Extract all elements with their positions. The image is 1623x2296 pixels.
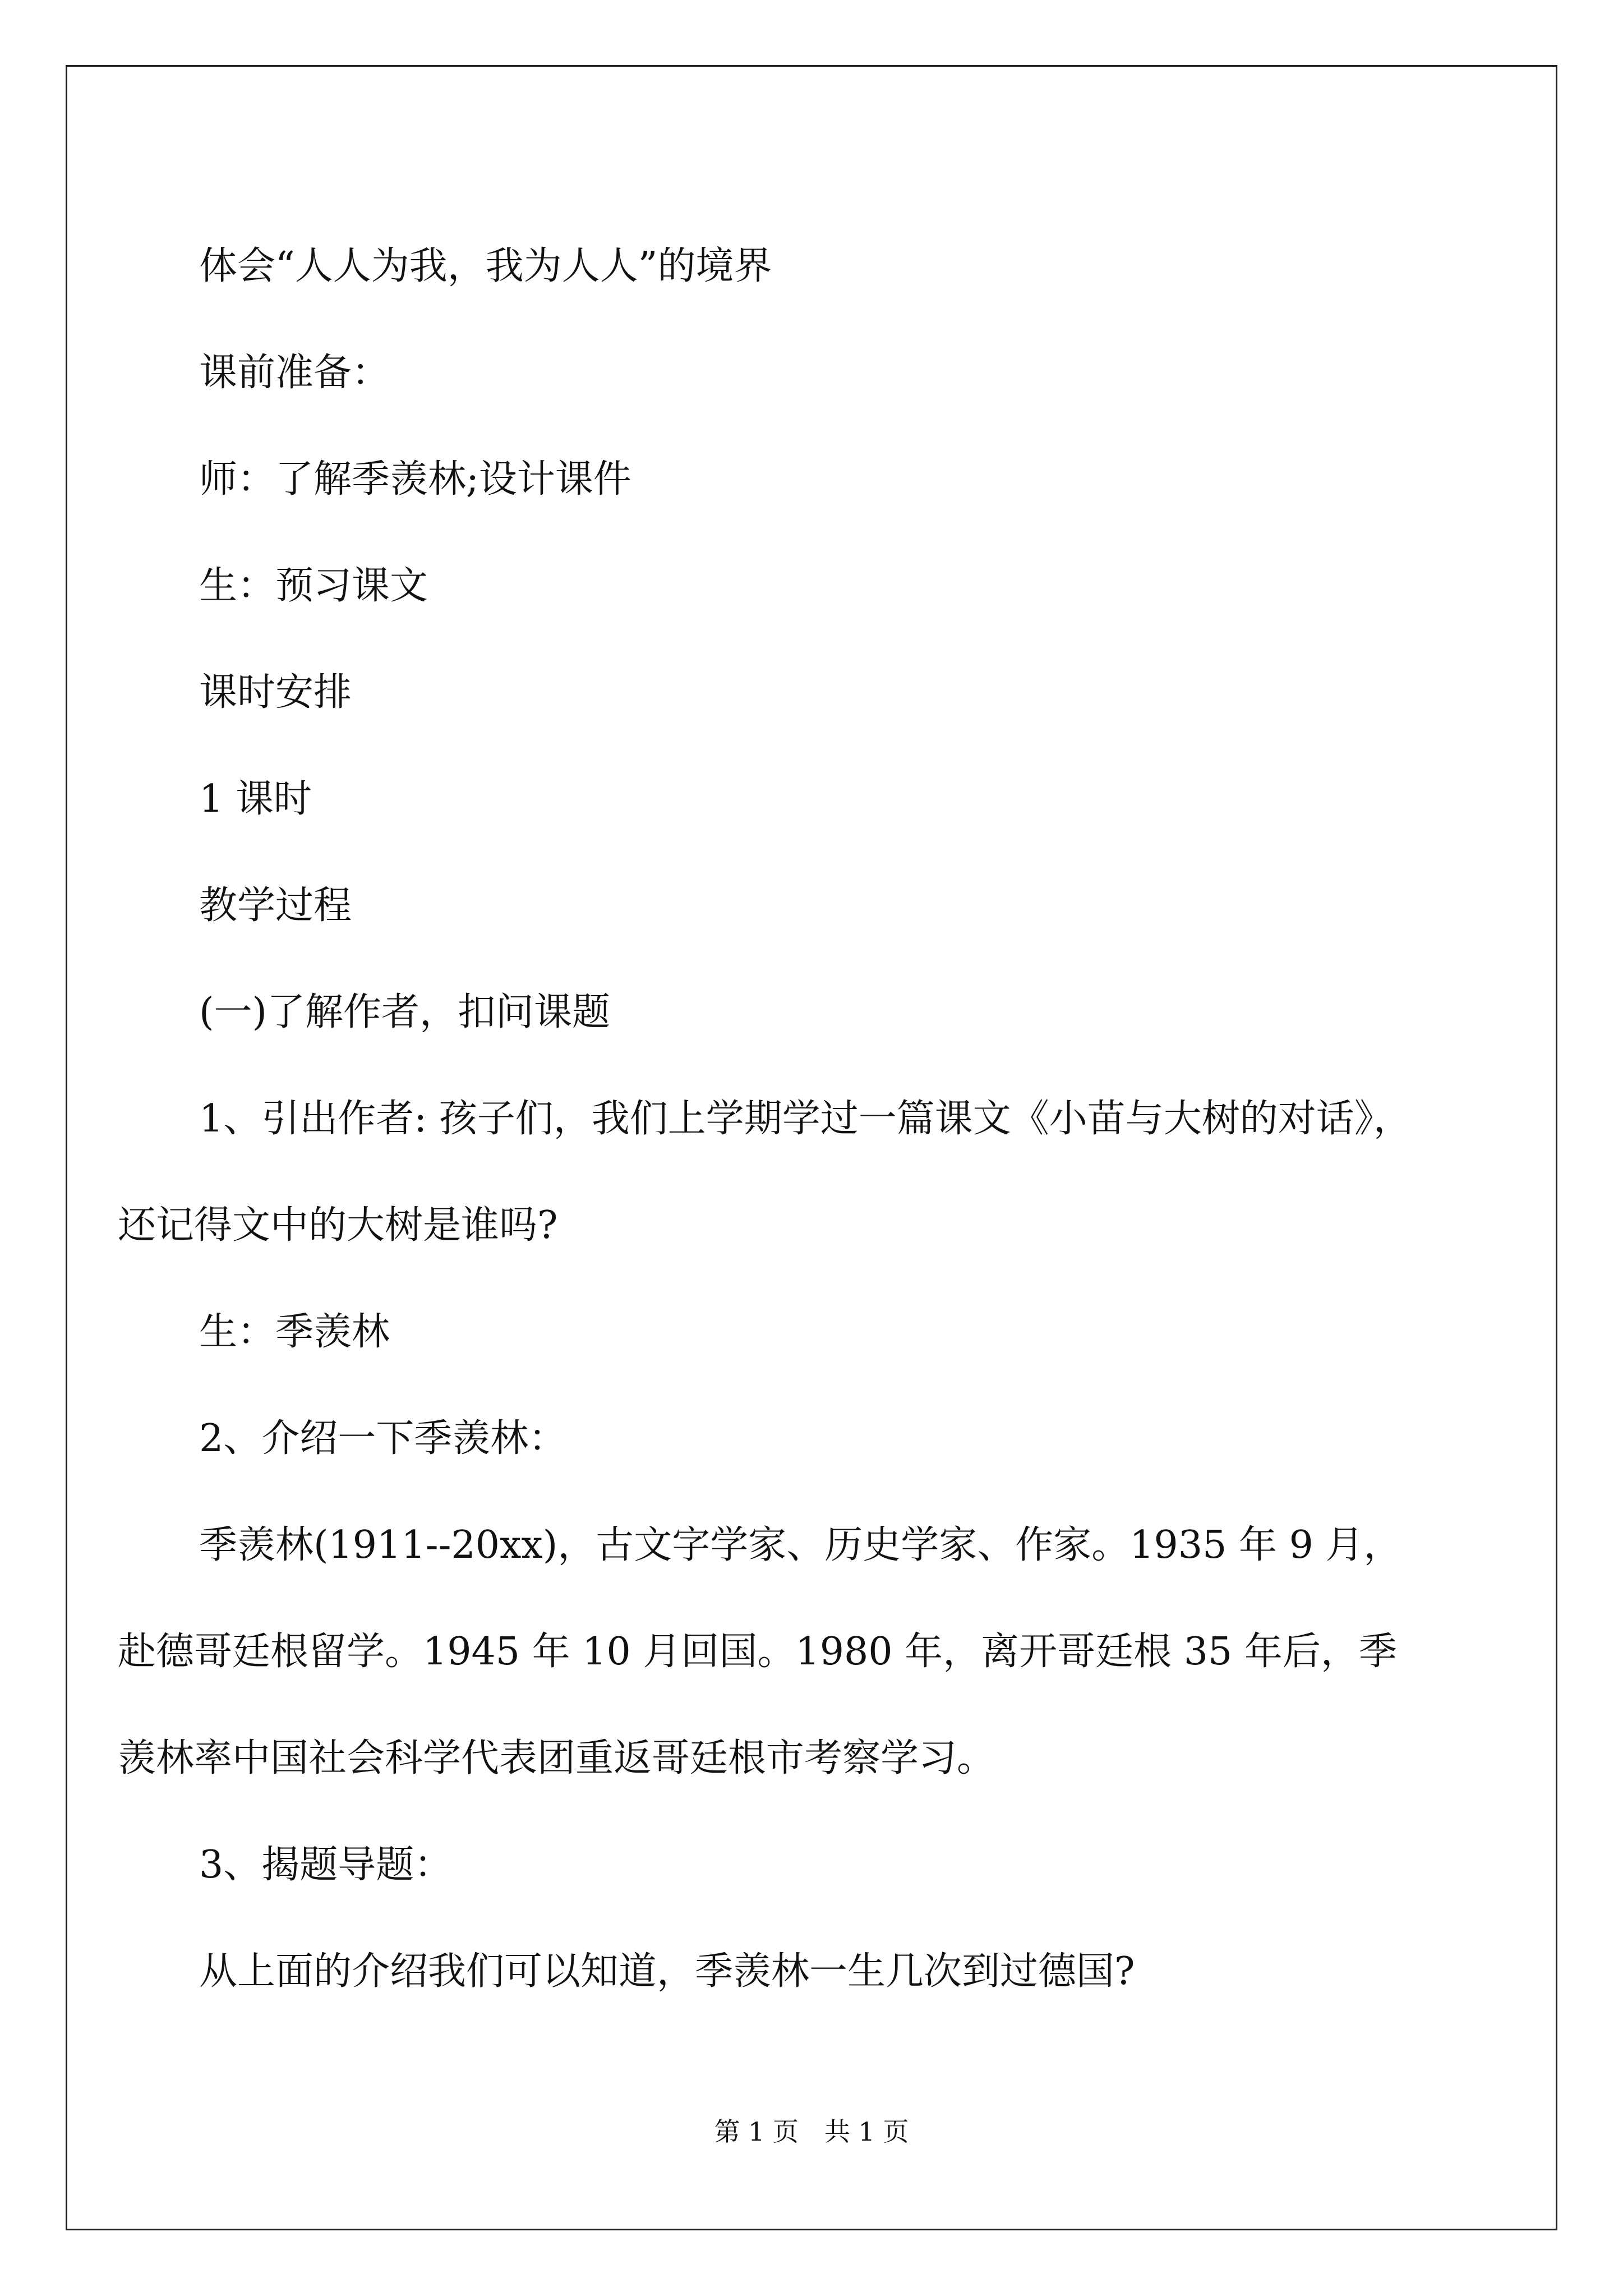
paragraph-question: 从上面的介绍我们可以知道，季羡林一生几次到过德国? (199, 1949, 1135, 1994)
paragraph-schedule-heading: 课时安排 (199, 670, 352, 715)
paragraph-introduce-heading: 2、介绍一下季羡林： (199, 1416, 567, 1461)
paragraph-section-one: (一)了解作者，扣问课题 (199, 990, 611, 1034)
paragraph-student-answer: 生：季羡林 (199, 1310, 390, 1354)
paragraph-biography: 季羡林(1911--20xx)，古文字学家、历史学家、作家。1935 年 9 月，赴德哥廷根留学。1945 年 10 月回国。1980 年，离开哥廷根 35 年后，季羡林率中国社会科学代表团重返哥廷根市考察学习。 (118, 1523, 1402, 1780)
page-footer: 第 1 页 共 1 页 (714, 2116, 909, 2147)
paragraph-intro-author: 1、引出作者: 孩子们，我们上学期学过一篇课文《小苗与大树的对话》，还记得文中的大树是谁吗? (118, 1097, 1412, 1248)
paragraph-title-heading: 3、揭题导题： (199, 1843, 453, 1887)
paragraph-process-heading: 教学过程 (199, 884, 352, 928)
document-body (118, 213, 1424, 2025)
paragraph-student-prep: 生：预习课文 (199, 564, 428, 608)
paragraph-prep-heading: 课前准备： (199, 351, 390, 395)
paragraph-teacher-prep: 师：了解季羡林;设计课件 (199, 457, 631, 501)
paragraph-goal: 体会“人人为我，我为人人”的境界 (199, 244, 772, 288)
paragraph-schedule-value: 1 课时 (199, 777, 312, 821)
